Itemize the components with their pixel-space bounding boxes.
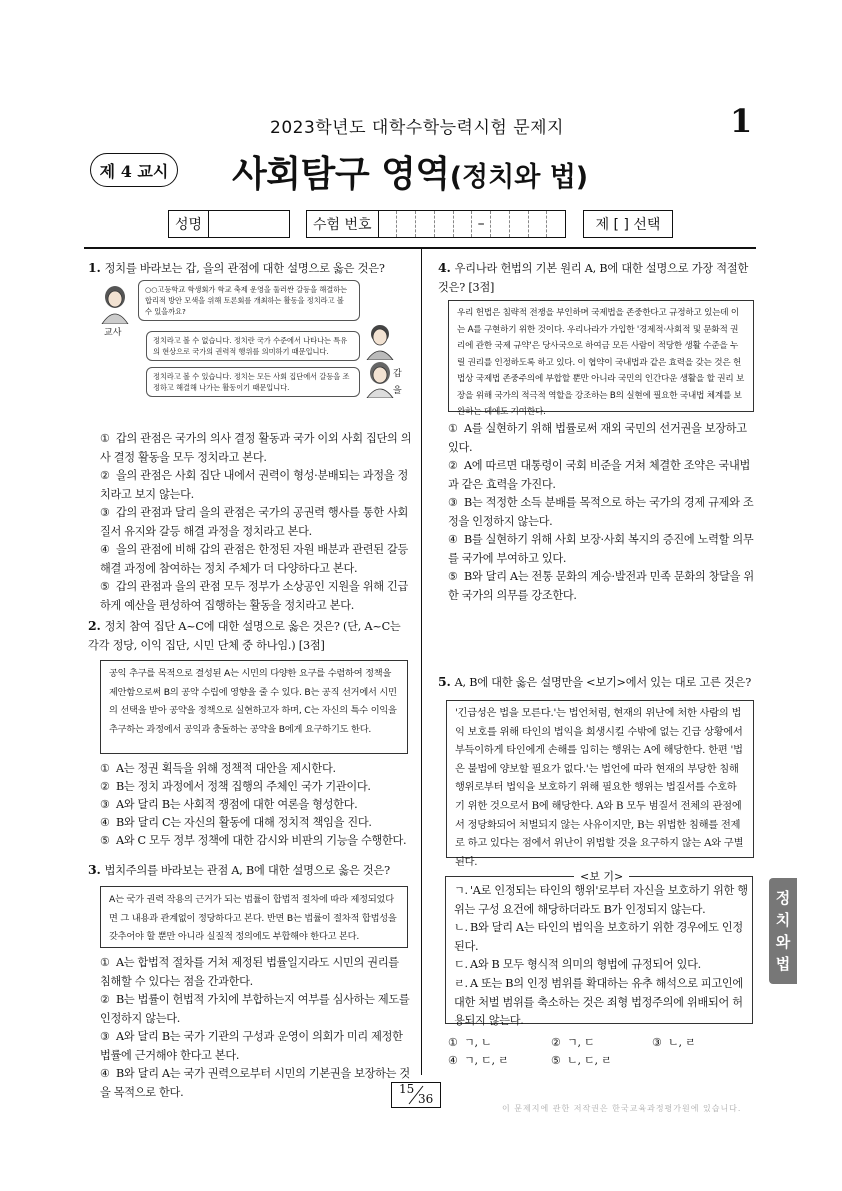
q5-passage: '긴급성은 법을 모른다.'는 법언처럼, 현재의 위난에 처한 사람의 법익 보호를 위해 타인의 법익을 희생시킬 수밖에 없는 긴급 상황에서 부득이하게 타인에게 손해를 입히는 행위는 A에 해당한다. 한편 '법은 불법에 양보할 필요가 없다.'는 법언에 따라 현재의 부당한 침해 행위로부터 법익을 보호하기 위해 필요한 행위는 법질서를 수호하기 위한 것으로서 B에 해당한다. A와 B 모두 범질서 전체의 관점에서 정당화되어 처벌되지 않는 사유이지만, B는 위법한 침해를 전제로 하고 있다는 점에서 위난이 위법할 것을 요구하지 않는 A와 구별된다. (446, 700, 754, 858)
page-number: 1 (730, 102, 753, 140)
exam-number-field[interactable] (306, 210, 566, 238)
exam-number-cell[interactable] (397, 211, 416, 237)
q3-option-1[interactable]: ① A는 합법적 절차를 거쳐 제정된 법률일지라도 시민의 권리를 침해할 수 있다는 점을 간과한다. (100, 956, 399, 988)
bogi-item-3: ㄷ. A와 B 모두 형식적 의미의 형법에 규정되어 있다. (454, 958, 701, 971)
q2-stem (88, 616, 412, 655)
q1-stem (88, 258, 412, 278)
q1-option-1[interactable]: ① 갑의 관점은 국가의 의사 결정 활동과 국가 이외 사회 집단의 의사 결정 활동을 모두 정치라고 본다. (100, 432, 412, 464)
subject-side-tab: 정 치 와 법 (769, 878, 797, 984)
q3-passage: A는 국가 권력 작용의 근거가 되는 법률이 합법적 절차에 따라 제정되었다면 그 내용과 관계없이 정당하다고 본다. 반면 B는 법률이 절차적 합법성을 갖추어야 할 뿐만 아니라 실질적 정의에도 부합해야 한다고 본다. (100, 886, 408, 948)
q4-option-3[interactable]: ③ B는 적정한 소득 분배를 목적으로 하는 국가의 경제 규제와 조정을 인정하지 않는다. (448, 496, 754, 528)
q3-number: 3. (88, 862, 101, 877)
q3-option-4[interactable]: ④ B와 달리 A는 국가 권력으로부터 시민의 기본권을 보장하는 것을 목적으로 한다. (100, 1067, 410, 1099)
q5-stem-text: A, B에 대한 옳은 설명만을 <보기>에서 있는 대로 고른 것은? (454, 676, 752, 689)
q4-option-2[interactable]: ② A에 따르면 대통령이 국회 비준을 거쳐 체결한 조약은 국내법과 같은 효력을 가진다. (448, 459, 751, 491)
period-badge: 제 4 교시 (90, 153, 178, 187)
bogi-item-1: ㄱ. 'A로 인정되는 타인의 행위'로부터 자신을 보호하기 위한 행위는 구성 요건에 해당하더라도 B가 인정되지 않는다. (454, 884, 748, 916)
q2-option-1[interactable]: ① A는 정권 획득을 위해 정책적 대안을 제시한다. (100, 762, 336, 775)
bogi-item-4: ㄹ. A 또는 B의 인정 범위를 확대하는 유추 해석으로 피고인에 대한 처벌 범위를 축소하는 것은 죄형 법정주의에 위배되어 허용되지 않는다. (454, 977, 743, 1027)
q5-number: 5. (438, 674, 451, 689)
q5-option-2[interactable]: ② ㄱ, ㄷ (551, 1036, 595, 1049)
q4-number: 4. (438, 260, 451, 275)
teacher-label: 교사 (104, 328, 122, 338)
exam-number-cell[interactable] (547, 211, 565, 237)
q3-stem (88, 860, 412, 880)
q2-option-2[interactable]: ② B는 정치 과정에서 정책 집행의 주체인 국가 기관이다. (100, 780, 371, 793)
q4-stem (438, 258, 756, 297)
exam-number-cell[interactable] (491, 211, 510, 237)
name-field[interactable] (168, 210, 290, 238)
q1-option-4[interactable]: ④ 을의 관점에 비해 갑의 관점은 한정된 자원 배분과 관련된 갈등 해결 과정에 참여하는 정치 주체가 더 다양하다고 본다. (100, 543, 408, 575)
q2-passage: 공익 추구를 목적으로 결성된 A는 시민의 다양한 요구를 수렴하여 정책을 제안함으로써 B의 공약 수립에 영향을 줄 수 있다. B는 공직 선거에서 시민의 선택을 받아 공약을 정책으로 실현하고자 하며, C는 자신의 특수 이익을 추구하는 과정에서 공익과 충돌하는 공약을 B에게 요구하기도 한다. (100, 660, 408, 754)
q2-number: 2. (88, 618, 101, 633)
exam-title: 2023학년도 대학수학능력시험 문제지 (270, 118, 564, 138)
name-label: 성명 (169, 211, 209, 237)
header-rule (84, 247, 756, 249)
exam-number-cell[interactable] (435, 211, 454, 237)
q1-stem-text: 정치를 바라보는 갑, 을의 관점에 대한 설명으로 옳은 것은? (104, 262, 385, 275)
q4-passage: 우리 헌법은 침략적 전쟁을 부인하며 국제법을 존중한다고 규정하고 있는데 이는 A를 구현하기 위한 것이다. 우리나라가 가입한 '경제적·사회적 및 문화적 권리에 관한 국제 규약'은 당사국으로 하여금 모든 사람이 적당한 생활 수준을 누릴 권리를 인정하도록 하고 있다. 이 협약이 국내법과 같은 효력을 갖는 것은 헌법상 국제법 존중주의에 부합할 뿐만 아니라 국민의 인간다운 생활을 할 권리 보장을 위해 국가의 적극적 역할을 강조하는 B의 실현에 필요한 국내법 체계를 보완하는 데에도 기여한다. (448, 300, 754, 412)
q5-option-3[interactable]: ③ ㄴ, ㄹ (652, 1036, 696, 1049)
teacher-figure-icon (98, 284, 132, 324)
q1-option-2[interactable]: ② 을의 관점은 사회 집단 내에서 권력이 형성·분배되는 과정을 정치라고 보지 않는다. (100, 469, 408, 501)
q4-option-5[interactable]: ⑤ B와 달리 A는 전통 문화의 계승·발전과 민족 문화의 창달을 위한 국가의 의무를 강조한다. (448, 570, 754, 602)
choice-field[interactable]: 제 [ ] 선택 (583, 210, 673, 238)
exam-number-dash: – (472, 211, 491, 237)
column-divider (421, 249, 422, 1075)
q2-stem-text: 정치 참여 집단 A~C에 대한 설명으로 옳은 것은? (단, A~C는 각각 정당, 이익 집단, 시민 단체 중 하나임.) [3점] (88, 620, 401, 652)
eul-speech-bubble: 정치라고 볼 수 있습니다. 정치는 모든 사회 집단에서 갈등을 조정하고 해결해 나가는 활동이기 때문입니다. (146, 367, 360, 397)
gap-figure-icon (364, 322, 396, 360)
q4-option-1[interactable]: ① A를 실현하기 위해 법률로써 재외 국민의 선거권을 보장하고 있다. (448, 422, 747, 454)
exam-number-cell[interactable] (379, 211, 398, 237)
bogi-item-2: ㄴ. B와 달리 A는 타인의 법익을 보호하기 위한 경우에도 인정된다. (454, 921, 743, 953)
exam-number-cell[interactable] (416, 211, 435, 237)
page-current: 15 (399, 1082, 415, 1096)
exam-number-label: 수험 번호 (307, 211, 379, 237)
subject-main: 사회탐구 영역 (232, 154, 450, 195)
teacher-speech-bubble: ○○고등학교 학생회가 학교 축제 운영을 둘러싼 갈등을 해결하는 합리적 방안 모색을 위해 토론회를 개최하는 활동을 정치라고 볼 수 있을까요? (138, 280, 360, 321)
subject-title (232, 146, 588, 197)
q2-option-3[interactable]: ③ A와 달리 B는 사회적 쟁점에 대한 여론을 형성한다. (100, 798, 358, 811)
q1-number: 1. (88, 260, 101, 275)
q5-option-4[interactable]: ④ ㄱ, ㄷ, ㄹ (448, 1054, 509, 1067)
q4-stem-text: 우리나라 헌법의 기본 원리 A, B에 대한 설명으로 가장 적절한 것은? [3점] (438, 262, 749, 294)
page-total: 36 (418, 1092, 434, 1106)
q3-option-3[interactable]: ③ A와 달리 B는 국가 기관의 구성과 운영이 의회가 미리 제정한 법률에 근거해야 한다고 본다. (100, 1030, 403, 1062)
copyright-notice: 이 문제지에 관한 저작권은 한국교육과정평가원에 있습니다. (502, 1104, 742, 1113)
q1-option-5[interactable]: ⑤ 갑의 관점과 을의 관점 모두 정부가 소상공인 지원을 위해 긴급 하게 예산을 편성하여 집행하는 활동을 정치라고 본다. (100, 580, 408, 612)
exam-number-cell[interactable] (454, 211, 473, 237)
page-counter (391, 1082, 441, 1108)
q5-option-1[interactable]: ① ㄱ, ㄴ (448, 1036, 492, 1049)
q5-option-5[interactable]: ⑤ ㄴ, ㄷ, ㄹ (551, 1054, 612, 1067)
q2-option-4[interactable]: ④ B와 달리 C는 자신의 활동에 대해 정치적 책임을 진다. (100, 816, 372, 829)
gap-label: 갑 (393, 369, 402, 379)
q3-stem-text: 법치주의를 바라보는 관점 A, B에 대한 설명으로 옳은 것은? (104, 864, 390, 877)
q1-option-3[interactable]: ③ 갑의 관점과 달리 을의 관점은 국가의 공권력 행사를 통한 사회 질서 유지와 갈등 해결 과정을 정치라고 본다. (100, 506, 408, 538)
exam-number-cell[interactable] (529, 211, 548, 237)
eul-label: 을 (393, 386, 402, 396)
gap-speech-bubble: 정치라고 볼 수 없습니다. 정치란 국가 수준에서 나타나는 특유의 현상으로 국가의 권력적 행위를 의미하기 때문입니다. (146, 331, 360, 361)
q2-option-5[interactable]: ⑤ A와 C 모두 정부 정책에 대한 감시와 비판의 기능을 수행한다. (100, 834, 407, 847)
q5-stem (438, 672, 756, 692)
eul-figure-icon (364, 360, 396, 398)
exam-number-cell[interactable] (510, 211, 529, 237)
subject-sub: (정치와 법) (449, 162, 589, 193)
q3-option-2[interactable]: ② B는 법률이 헌법적 가치에 부합하는지 여부를 심사하는 제도를 인정하지 않는다. (100, 993, 410, 1025)
q4-option-4[interactable]: ④ B를 실현하기 위해 사회 보장·사회 복지의 증진에 노력할 의무를 국가에 부여하고 있다. (448, 533, 754, 565)
bogi-title: <보 기> (574, 868, 629, 884)
